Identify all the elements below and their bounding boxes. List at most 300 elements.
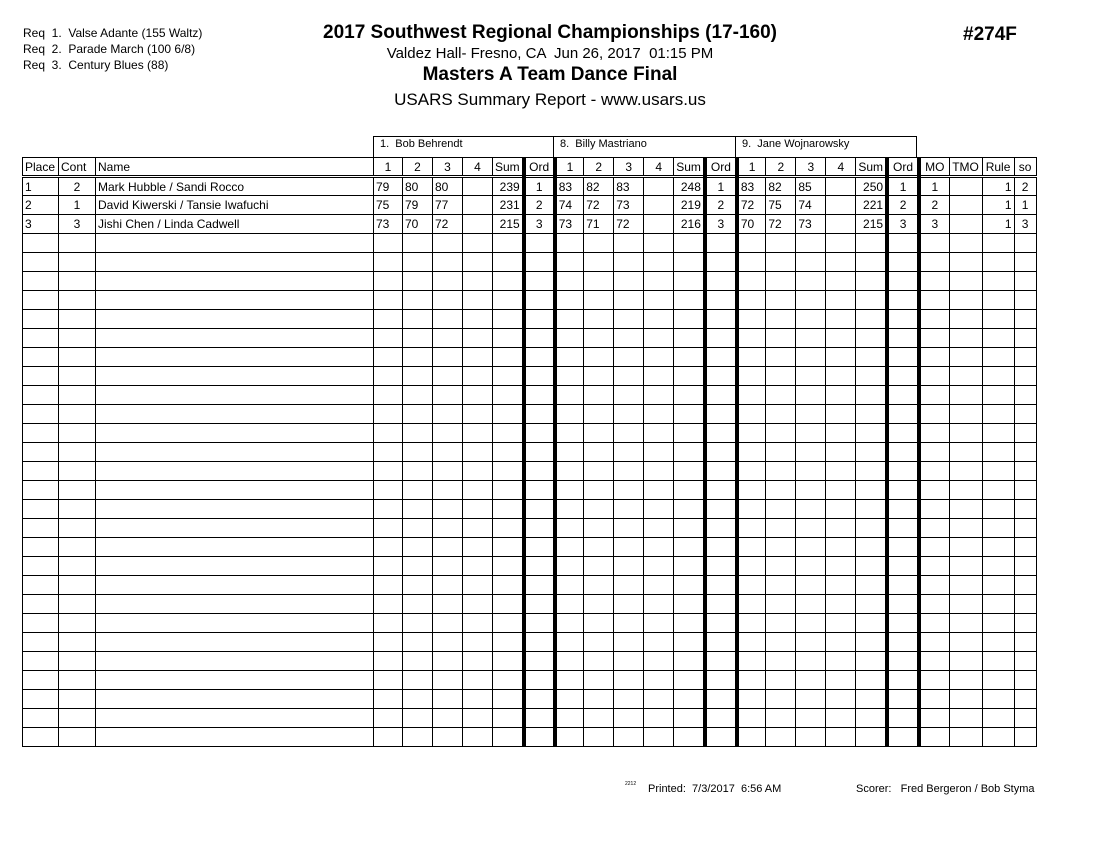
empty-cell [584,405,614,424]
empty-cell [949,652,982,671]
empty-cell [524,443,555,462]
empty-cell [584,348,614,367]
empty-cell [59,272,96,291]
empty-cell [433,690,463,709]
empty-cell [949,671,982,690]
empty-cell [705,329,737,348]
empty-cell [614,424,644,443]
empty-cell [737,500,766,519]
empty-cell [374,424,403,443]
empty-cell [705,253,737,272]
empty-cell [1014,538,1036,557]
empty-cell [614,310,644,329]
score-cell: 75 [374,196,403,215]
rule-cell: 1 [982,196,1014,215]
empty-cell [949,500,982,519]
empty-cell [796,652,826,671]
empty-cell [766,709,796,728]
empty-cell [949,310,982,329]
empty-row [23,614,1037,633]
empty-cell [524,405,555,424]
empty-cell [644,538,674,557]
empty-cell [766,500,796,519]
empty-cell [737,633,766,652]
empty-cell [374,709,403,728]
empty-cell [584,462,614,481]
empty-cell [705,671,737,690]
empty-cell [23,234,59,253]
empty-cell [403,633,433,652]
empty-cell [1014,367,1036,386]
empty-cell [23,614,59,633]
empty-cell [919,310,949,329]
empty-cell [555,405,584,424]
empty-cell [887,310,919,329]
so-cell: 3 [1014,215,1036,234]
empty-cell [403,253,433,272]
empty-cell [463,272,493,291]
empty-cell [796,424,826,443]
empty-cell [887,690,919,709]
empty-cell [826,519,856,538]
empty-cell [463,519,493,538]
score-cell: 70 [737,215,766,234]
empty-cell [96,709,374,728]
col-j1-1: 1 [374,158,403,177]
empty-cell [96,348,374,367]
empty-cell [856,576,887,595]
empty-cell [919,386,949,405]
empty-row [23,633,1037,652]
empty-cell [614,633,644,652]
empty-cell [374,538,403,557]
empty-cell [826,367,856,386]
empty-cell [374,671,403,690]
empty-cell [856,538,887,557]
empty-cell [949,272,982,291]
empty-cell [614,595,644,614]
empty-cell [463,348,493,367]
empty-cell [705,424,737,443]
empty-cell [1014,329,1036,348]
empty-cell [796,386,826,405]
empty-cell [919,405,949,424]
empty-cell [463,557,493,576]
empty-cell [96,633,374,652]
score-cell: 85 [796,177,826,196]
empty-cell [584,538,614,557]
empty-cell [949,253,982,272]
empty-cell [584,291,614,310]
empty-cell [644,671,674,690]
empty-cell [674,671,705,690]
empty-cell [614,253,644,272]
empty-cell [796,253,826,272]
empty-cell [433,310,463,329]
empty-cell [493,690,524,709]
empty-row [23,443,1037,462]
empty-cell [766,424,796,443]
empty-cell [674,310,705,329]
empty-row [23,652,1037,671]
sum-cell: 221 [856,196,887,215]
empty-cell [705,595,737,614]
empty-cell [856,652,887,671]
empty-cell [949,329,982,348]
rule-cell: 1 [982,215,1014,234]
empty-cell [614,291,644,310]
empty-cell [766,367,796,386]
empty-cell [796,443,826,462]
empty-cell [826,538,856,557]
empty-cell [705,576,737,595]
empty-cell [796,633,826,652]
empty-cell [584,234,614,253]
empty-cell [1014,690,1036,709]
empty-cell [737,576,766,595]
empty-cell [555,234,584,253]
col-rule: Rule [982,158,1014,177]
empty-cell [374,728,403,747]
empty-cell [403,709,433,728]
empty-cell [705,348,737,367]
empty-cell [555,424,584,443]
empty-cell [614,557,644,576]
empty-cell [949,614,982,633]
empty-cell [584,709,614,728]
empty-cell [737,253,766,272]
empty-row [23,291,1037,310]
empty-cell [737,386,766,405]
name-cell: David Kiwerski / Tansie Iwafuchi [96,196,374,215]
empty-cell [705,310,737,329]
empty-cell [826,481,856,500]
empty-cell [59,538,96,557]
empty-cell [949,443,982,462]
empty-cell [887,291,919,310]
empty-cell [737,481,766,500]
empty-row [23,329,1037,348]
empty-cell [524,709,555,728]
so-cell: 1 [1014,196,1036,215]
empty-cell [433,348,463,367]
empty-row [23,576,1037,595]
empty-cell [887,595,919,614]
empty-cell [23,443,59,462]
empty-cell [403,728,433,747]
empty-cell [555,633,584,652]
empty-cell [555,690,584,709]
empty-cell [584,500,614,519]
empty-cell [59,405,96,424]
empty-cell [949,348,982,367]
col-j3-2: 2 [766,158,796,177]
empty-cell [1014,519,1036,538]
score-cell: 74 [555,196,584,215]
empty-cell [374,253,403,272]
empty-cell [96,500,374,519]
empty-cell [737,234,766,253]
empty-cell [463,633,493,652]
header-row [23,158,1037,177]
empty-cell [796,728,826,747]
empty-cell [919,348,949,367]
empty-cell [644,500,674,519]
empty-cell [493,481,524,500]
empty-cell [644,595,674,614]
empty-cell [705,557,737,576]
score-cell: 83 [555,177,584,196]
empty-cell [826,652,856,671]
score-cell [826,215,856,234]
empty-cell [493,614,524,633]
empty-cell [856,557,887,576]
empty-cell [826,614,856,633]
empty-cell [524,329,555,348]
empty-cell [96,462,374,481]
empty-row [23,405,1037,424]
empty-cell [982,671,1014,690]
empty-cell [826,671,856,690]
empty-cell [584,614,614,633]
empty-cell [463,614,493,633]
empty-cell [949,728,982,747]
empty-cell [555,595,584,614]
empty-cell [524,367,555,386]
empty-cell [644,652,674,671]
score-cell: 72 [737,196,766,215]
judge-header-1: 1. Bob Behrendt [373,136,554,157]
empty-cell [374,690,403,709]
empty-cell [982,652,1014,671]
col-j2-sum: Sum [674,158,705,177]
empty-cell [856,386,887,405]
empty-cell [826,386,856,405]
col-j2-1: 1 [555,158,584,177]
empty-cell [796,481,826,500]
empty-cell [856,671,887,690]
empty-cell [796,557,826,576]
empty-cell [737,728,766,747]
empty-cell [674,481,705,500]
empty-cell [614,614,644,633]
empty-cell [949,291,982,310]
empty-cell [493,576,524,595]
empty-cell [374,557,403,576]
empty-cell [96,310,374,329]
empty-cell [374,481,403,500]
empty-cell [59,253,96,272]
empty-cell [737,462,766,481]
col-cont: Cont [59,158,96,177]
empty-cell [856,500,887,519]
col-j2-4: 4 [644,158,674,177]
empty-cell [433,272,463,291]
empty-cell [982,538,1014,557]
empty-cell [919,291,949,310]
empty-cell [705,728,737,747]
empty-cell [982,462,1014,481]
empty-cell [1014,234,1036,253]
empty-cell [614,519,644,538]
empty-cell [919,538,949,557]
empty-cell [949,538,982,557]
score-cell: 70 [403,215,433,234]
empty-cell [644,253,674,272]
empty-cell [766,443,796,462]
empty-cell [463,291,493,310]
empty-cell [374,652,403,671]
empty-cell [403,424,433,443]
empty-cell [524,633,555,652]
empty-cell [433,367,463,386]
empty-cell [96,538,374,557]
empty-cell [493,253,524,272]
empty-row [23,462,1037,481]
empty-cell [705,633,737,652]
empty-cell [887,519,919,538]
place-cell: 3 [23,215,59,234]
empty-cell [96,652,374,671]
empty-cell [674,367,705,386]
so-cell: 2 [1014,177,1036,196]
empty-cell [887,614,919,633]
col-j2-3: 3 [614,158,644,177]
empty-cell [555,481,584,500]
results-table [22,157,1037,747]
empty-cell [919,557,949,576]
empty-cell [403,576,433,595]
empty-cell [766,253,796,272]
empty-cell [584,728,614,747]
empty-cell [59,709,96,728]
empty-cell [96,291,374,310]
empty-cell [555,519,584,538]
empty-row [23,253,1037,272]
score-cell: 83 [737,177,766,196]
empty-cell [524,462,555,481]
empty-cell [433,576,463,595]
empty-cell [403,595,433,614]
empty-cell [1014,614,1036,633]
empty-cell [59,576,96,595]
empty-cell [1014,671,1036,690]
empty-cell [766,652,796,671]
score-cell: 83 [614,177,644,196]
empty-cell [614,728,644,747]
empty-cell [919,519,949,538]
empty-cell [887,557,919,576]
ord-cell: 2 [705,196,737,215]
empty-cell [614,234,644,253]
empty-cell [856,405,887,424]
empty-cell [982,310,1014,329]
empty-cell [23,462,59,481]
empty-cell [674,462,705,481]
empty-cell [705,443,737,462]
col-so: so [1014,158,1036,177]
empty-cell [1014,652,1036,671]
empty-cell [674,234,705,253]
empty-cell [674,614,705,633]
empty-cell [737,424,766,443]
empty-cell [1014,557,1036,576]
empty-cell [463,595,493,614]
empty-row [23,481,1037,500]
empty-cell [674,728,705,747]
empty-cell [644,291,674,310]
empty-cell [463,690,493,709]
empty-cell [766,386,796,405]
empty-cell [374,519,403,538]
empty-cell [493,291,524,310]
empty-cell [826,329,856,348]
empty-cell [23,652,59,671]
empty-cell [674,690,705,709]
empty-cell [59,671,96,690]
empty-cell [644,728,674,747]
empty-cell [644,234,674,253]
empty-cell [614,329,644,348]
empty-cell [949,481,982,500]
empty-cell [737,367,766,386]
empty-cell [919,424,949,443]
empty-cell [796,576,826,595]
empty-cell [1014,348,1036,367]
empty-cell [826,310,856,329]
empty-cell [737,519,766,538]
empty-cell [403,310,433,329]
empty-cell [463,462,493,481]
empty-cell [23,310,59,329]
col-j2-2: 2 [584,158,614,177]
ord-cell: 3 [705,215,737,234]
empty-cell [433,538,463,557]
sum-cell: 216 [674,215,705,234]
empty-cell [433,709,463,728]
empty-cell [584,367,614,386]
empty-cell [524,519,555,538]
empty-cell [919,443,949,462]
empty-cell [856,310,887,329]
empty-cell [705,481,737,500]
score-cell: 73 [796,215,826,234]
empty-cell [856,728,887,747]
place-cell: 1 [23,177,59,196]
empty-cell [674,652,705,671]
empty-cell [524,576,555,595]
empty-cell [856,367,887,386]
empty-cell [96,405,374,424]
empty-cell [23,728,59,747]
empty-cell [23,557,59,576]
score-cell: 79 [403,196,433,215]
col-j1-2: 2 [403,158,433,177]
empty-cell [919,253,949,272]
tmo-cell [949,196,982,215]
empty-cell [374,367,403,386]
empty-cell [23,595,59,614]
empty-row [23,728,1037,747]
empty-cell [766,348,796,367]
empty-cell [493,519,524,538]
empty-cell [1014,481,1036,500]
col-tmo: TMO [949,158,982,177]
empty-cell [705,519,737,538]
empty-cell [796,291,826,310]
empty-cell [766,557,796,576]
empty-cell [524,500,555,519]
